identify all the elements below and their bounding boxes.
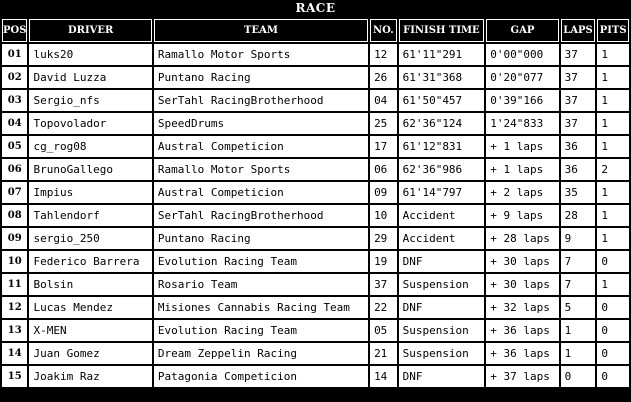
cell-finish-time: Accident	[399, 228, 485, 249]
cell-gap: 1'24"833	[486, 113, 558, 134]
cell-laps: 1	[561, 343, 596, 364]
cell-finish-time: 61'31"368	[399, 67, 485, 88]
cell-team: SerTahl RacingBrotherhood	[154, 205, 368, 226]
cell-pos: 15	[2, 366, 27, 387]
cell-laps: 36	[561, 159, 596, 180]
cell-pos: 02	[2, 67, 27, 88]
cell-no: 05	[370, 320, 397, 341]
cell-pos: 03	[2, 90, 27, 111]
table-row	[2, 205, 629, 226]
cell-pos: 10	[2, 251, 27, 272]
cell-team: Puntano Racing	[154, 228, 368, 249]
cell-pits: 1	[597, 205, 629, 226]
cell-finish-time: 61'11"291	[399, 44, 485, 65]
table-row	[2, 228, 629, 249]
header-finish-time: FINISH TIME	[399, 19, 485, 42]
cell-pits: 0	[597, 297, 629, 318]
cell-finish-time: Suspension	[399, 343, 485, 364]
table-row	[2, 366, 629, 387]
cell-pits: 0	[597, 343, 629, 364]
cell-driver: Lucas Mendez	[29, 297, 151, 318]
cell-pits: 2	[597, 159, 629, 180]
cell-pits: 1	[597, 136, 629, 157]
cell-team: Dream Zeppelin Racing	[154, 343, 368, 364]
cell-laps: 5	[561, 297, 596, 318]
cell-finish-time: 62'36"986	[399, 159, 485, 180]
cell-pits: 0	[597, 251, 629, 272]
cell-gap: + 36 laps	[486, 343, 558, 364]
cell-team: Austral Competicion	[154, 182, 368, 203]
cell-driver: Bolsin	[29, 274, 151, 295]
cell-driver: Juan Gomez	[29, 343, 151, 364]
cell-no: 12	[370, 44, 397, 65]
cell-gap: 0'20"077	[486, 67, 558, 88]
cell-gap: + 37 laps	[486, 366, 558, 387]
cell-laps: 37	[561, 67, 596, 88]
cell-team: Patagonia Competicion	[154, 366, 368, 387]
cell-team: Austral Competicion	[154, 136, 368, 157]
cell-pits: 1	[597, 182, 629, 203]
cell-team: SpeedDrums	[154, 113, 368, 134]
cell-pos: 06	[2, 159, 27, 180]
header-gap: GAP	[486, 19, 558, 42]
cell-pits: 0	[597, 366, 629, 387]
table-row	[2, 297, 629, 318]
cell-pos: 12	[2, 297, 27, 318]
cell-laps: 1	[561, 320, 596, 341]
cell-pits: 1	[597, 228, 629, 249]
cell-no: 09	[370, 182, 397, 203]
cell-gap: 0'39"166	[486, 90, 558, 111]
cell-pos: 01	[2, 44, 27, 65]
cell-team: Rosario Team	[154, 274, 368, 295]
cell-pits: 1	[597, 113, 629, 134]
cell-driver: Impius	[29, 182, 151, 203]
cell-gap: + 2 laps	[486, 182, 558, 203]
header-laps: LAPS	[561, 19, 596, 42]
table-row	[2, 343, 629, 364]
header-pits: PITS	[597, 19, 629, 42]
cell-finish-time: 61'50"457	[399, 90, 485, 111]
cell-driver: Tahlendorf	[29, 205, 151, 226]
cell-no: 29	[370, 228, 397, 249]
cell-pos: 13	[2, 320, 27, 341]
cell-laps: 36	[561, 136, 596, 157]
cell-finish-time: Accident	[399, 205, 485, 226]
header-no: NO.	[370, 19, 397, 42]
header-team: TEAM	[154, 19, 368, 42]
cell-laps: 0	[561, 366, 596, 387]
cell-laps: 37	[561, 90, 596, 111]
cell-no: 26	[370, 67, 397, 88]
cell-finish-time: DNF	[399, 297, 485, 318]
results-table	[0, 17, 631, 389]
cell-driver: BrunoGallego	[29, 159, 151, 180]
cell-pits: 1	[597, 44, 629, 65]
cell-team: Misiones Cannabis Racing Team	[154, 297, 368, 318]
cell-no: 06	[370, 159, 397, 180]
cell-pits: 1	[597, 274, 629, 295]
cell-team: Evolution Racing Team	[154, 251, 368, 272]
cell-team: SerTahl RacingBrotherhood	[154, 90, 368, 111]
cell-driver: Sergio_nfs	[29, 90, 151, 111]
cell-laps: 28	[561, 205, 596, 226]
table-row	[2, 90, 629, 111]
cell-gap: + 1 laps	[486, 136, 558, 157]
cell-finish-time: DNF	[399, 366, 485, 387]
cell-driver: David Luzza	[29, 67, 151, 88]
cell-laps: 37	[561, 44, 596, 65]
cell-driver: luks20	[29, 44, 151, 65]
cell-finish-time: Suspension	[399, 274, 485, 295]
cell-finish-time: 61'12"831	[399, 136, 485, 157]
header-driver: DRIVER	[29, 19, 151, 42]
table-row	[2, 113, 629, 134]
table-row	[2, 159, 629, 180]
cell-team: Ramallo Motor Sports	[154, 44, 368, 65]
cell-no: 14	[370, 366, 397, 387]
cell-gap: + 36 laps	[486, 320, 558, 341]
cell-driver: X-MEN	[29, 320, 151, 341]
cell-driver: sergio_250	[29, 228, 151, 249]
cell-laps: 37	[561, 113, 596, 134]
cell-gap: + 1 laps	[486, 159, 558, 180]
table-row	[2, 274, 629, 295]
cell-driver: Federico Barrera	[29, 251, 151, 272]
cell-gap: + 9 laps	[486, 205, 558, 226]
cell-finish-time: DNF	[399, 251, 485, 272]
cell-pits: 1	[597, 67, 629, 88]
cell-no: 25	[370, 113, 397, 134]
cell-no: 17	[370, 136, 397, 157]
cell-no: 04	[370, 90, 397, 111]
page-title: RACE	[295, 1, 336, 15]
cell-pos: 08	[2, 205, 27, 226]
cell-no: 22	[370, 297, 397, 318]
header-row	[2, 19, 629, 42]
table-row	[2, 320, 629, 341]
cell-no: 21	[370, 343, 397, 364]
cell-pits: 0	[597, 320, 629, 341]
cell-no: 10	[370, 205, 397, 226]
table-row	[2, 136, 629, 157]
cell-gap: + 28 laps	[486, 228, 558, 249]
cell-finish-time: Suspension	[399, 320, 485, 341]
cell-laps: 7	[561, 251, 596, 272]
cell-pos: 05	[2, 136, 27, 157]
header-pos: POS	[2, 19, 27, 42]
cell-pos: 04	[2, 113, 27, 134]
cell-pos: 11	[2, 274, 27, 295]
cell-driver: Joakim Raz	[29, 366, 151, 387]
cell-no: 19	[370, 251, 397, 272]
cell-pos: 14	[2, 343, 27, 364]
cell-team: Ramallo Motor Sports	[154, 159, 368, 180]
cell-laps: 7	[561, 274, 596, 295]
cell-gap: 0'00"000	[486, 44, 558, 65]
cell-gap: + 32 laps	[486, 297, 558, 318]
cell-finish-time: 61'14"797	[399, 182, 485, 203]
cell-gap: + 30 laps	[486, 274, 558, 295]
table-row	[2, 251, 629, 272]
cell-laps: 9	[561, 228, 596, 249]
table-row	[2, 44, 629, 65]
cell-pos: 07	[2, 182, 27, 203]
cell-finish-time: 62'36"124	[399, 113, 485, 134]
cell-pits: 1	[597, 90, 629, 111]
cell-laps: 35	[561, 182, 596, 203]
cell-gap: + 30 laps	[486, 251, 558, 272]
cell-team: Puntano Racing	[154, 67, 368, 88]
table-row	[2, 182, 629, 203]
cell-driver: cg_rog08	[29, 136, 151, 157]
cell-no: 37	[370, 274, 397, 295]
cell-driver: Topovolador	[29, 113, 151, 134]
cell-pos: 09	[2, 228, 27, 249]
table-row	[2, 67, 629, 88]
cell-team: Evolution Racing Team	[154, 320, 368, 341]
